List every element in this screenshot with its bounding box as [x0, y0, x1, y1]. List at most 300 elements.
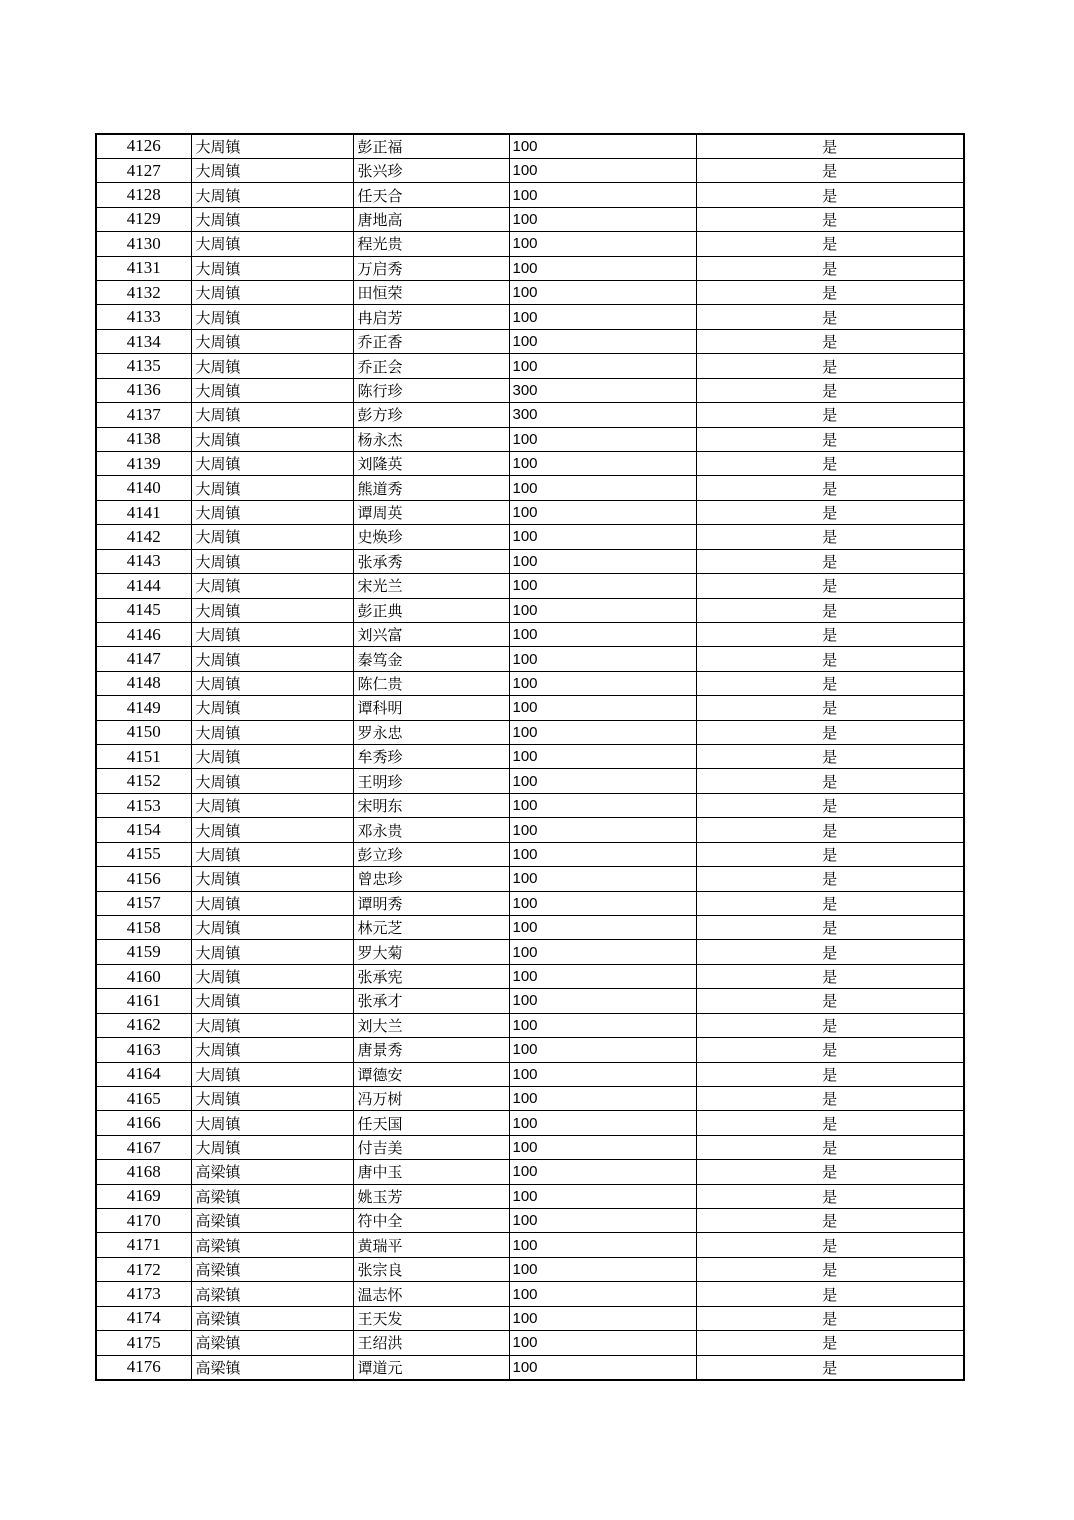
cell-town: 高梁镇 — [191, 1257, 353, 1281]
cell-person-name: 罗大菊 — [353, 940, 509, 964]
table-row — [96, 134, 964, 158]
table-row — [96, 281, 964, 305]
table-row — [96, 696, 964, 720]
table-row — [96, 1013, 964, 1037]
cell-person-name: 万启秀 — [353, 256, 509, 280]
cell-confirmed: 是 — [696, 1355, 964, 1379]
table-row — [96, 1135, 964, 1159]
table-row — [96, 451, 964, 475]
cell-serial-number: 4132 — [96, 281, 191, 305]
cell-confirmed: 是 — [696, 500, 964, 524]
cell-amount: 100 — [509, 1257, 696, 1281]
table-row — [96, 1160, 964, 1184]
table-row — [96, 256, 964, 280]
cell-serial-number: 4168 — [96, 1160, 191, 1184]
cell-amount: 100 — [509, 1160, 696, 1184]
cell-confirmed: 是 — [696, 1062, 964, 1086]
cell-town: 高梁镇 — [191, 1282, 353, 1306]
cell-person-name: 任天合 — [353, 183, 509, 207]
cell-serial-number: 4171 — [96, 1233, 191, 1257]
table-row — [96, 158, 964, 182]
cell-serial-number: 4150 — [96, 720, 191, 744]
cell-town: 大周镇 — [191, 207, 353, 231]
cell-town: 大周镇 — [191, 867, 353, 891]
cell-serial-number: 4162 — [96, 1013, 191, 1037]
cell-confirmed: 是 — [696, 1209, 964, 1233]
table-row — [96, 940, 964, 964]
cell-person-name: 唐地高 — [353, 207, 509, 231]
cell-confirmed: 是 — [696, 745, 964, 769]
cell-confirmed: 是 — [696, 158, 964, 182]
cell-town: 大周镇 — [191, 256, 353, 280]
cell-person-name: 刘兴富 — [353, 622, 509, 646]
cell-town: 大周镇 — [191, 232, 353, 256]
cell-amount: 100 — [509, 916, 696, 940]
table-row — [96, 745, 964, 769]
cell-town: 大周镇 — [191, 745, 353, 769]
cell-serial-number: 4147 — [96, 647, 191, 671]
cell-serial-number: 4129 — [96, 207, 191, 231]
table-row — [96, 1038, 964, 1062]
cell-person-name: 谭科明 — [353, 696, 509, 720]
cell-town: 大周镇 — [191, 891, 353, 915]
cell-town: 大周镇 — [191, 696, 353, 720]
cell-person-name: 宋光兰 — [353, 574, 509, 598]
cell-confirmed: 是 — [696, 940, 964, 964]
cell-serial-number: 4154 — [96, 818, 191, 842]
cell-serial-number: 4143 — [96, 549, 191, 573]
table-row — [96, 1111, 964, 1135]
cell-amount: 100 — [509, 647, 696, 671]
cell-town: 大周镇 — [191, 989, 353, 1013]
cell-amount: 100 — [509, 1209, 696, 1233]
cell-serial-number: 4133 — [96, 305, 191, 329]
cell-person-name: 熊道秀 — [353, 476, 509, 500]
cell-serial-number: 4170 — [96, 1209, 191, 1233]
cell-serial-number: 4149 — [96, 696, 191, 720]
table-row — [96, 403, 964, 427]
cell-town: 大周镇 — [191, 500, 353, 524]
cell-serial-number: 4141 — [96, 500, 191, 524]
cell-serial-number: 4142 — [96, 525, 191, 549]
cell-serial-number: 4127 — [96, 158, 191, 182]
cell-confirmed: 是 — [696, 671, 964, 695]
cell-confirmed: 是 — [696, 622, 964, 646]
cell-confirmed: 是 — [696, 427, 964, 451]
cell-person-name: 姚玉芳 — [353, 1184, 509, 1208]
cell-confirmed: 是 — [696, 1038, 964, 1062]
cell-amount: 100 — [509, 818, 696, 842]
cell-serial-number: 4164 — [96, 1062, 191, 1086]
cell-serial-number: 4131 — [96, 256, 191, 280]
cell-confirmed: 是 — [696, 1160, 964, 1184]
table-row — [96, 1209, 964, 1233]
cell-town: 大周镇 — [191, 720, 353, 744]
cell-amount: 300 — [509, 403, 696, 427]
cell-confirmed: 是 — [696, 696, 964, 720]
cell-person-name: 任天国 — [353, 1111, 509, 1135]
cell-amount: 100 — [509, 989, 696, 1013]
table-row — [96, 989, 964, 1013]
cell-amount: 100 — [509, 500, 696, 524]
table-row — [96, 232, 964, 256]
cell-person-name: 张兴珍 — [353, 158, 509, 182]
cell-amount: 100 — [509, 305, 696, 329]
cell-serial-number: 4130 — [96, 232, 191, 256]
cell-person-name: 张承宪 — [353, 964, 509, 988]
cell-person-name: 王天发 — [353, 1306, 509, 1330]
cell-confirmed: 是 — [696, 818, 964, 842]
table-row — [96, 842, 964, 866]
cell-town: 高梁镇 — [191, 1306, 353, 1330]
cell-confirmed: 是 — [696, 1331, 964, 1355]
cell-confirmed: 是 — [696, 1111, 964, 1135]
cell-confirmed: 是 — [696, 451, 964, 475]
cell-confirmed: 是 — [696, 256, 964, 280]
cell-confirmed: 是 — [696, 842, 964, 866]
cell-confirmed: 是 — [696, 476, 964, 500]
cell-amount: 100 — [509, 427, 696, 451]
cell-amount: 100 — [509, 696, 696, 720]
cell-person-name: 冯万树 — [353, 1086, 509, 1110]
cell-person-name: 刘隆英 — [353, 451, 509, 475]
cell-confirmed: 是 — [696, 525, 964, 549]
table-row — [96, 867, 964, 891]
cell-serial-number: 4144 — [96, 574, 191, 598]
cell-amount: 100 — [509, 232, 696, 256]
cell-serial-number: 4161 — [96, 989, 191, 1013]
cell-amount: 100 — [509, 1013, 696, 1037]
cell-amount: 100 — [509, 451, 696, 475]
cell-person-name: 王明珍 — [353, 769, 509, 793]
cell-serial-number: 4175 — [96, 1331, 191, 1355]
cell-serial-number: 4173 — [96, 1282, 191, 1306]
cell-person-name: 曾忠珍 — [353, 867, 509, 891]
cell-town: 大周镇 — [191, 622, 353, 646]
cell-person-name: 冉启芳 — [353, 305, 509, 329]
cell-person-name: 史焕珍 — [353, 525, 509, 549]
cell-amount: 100 — [509, 720, 696, 744]
cell-confirmed: 是 — [696, 183, 964, 207]
table-row — [96, 964, 964, 988]
cell-person-name: 张宗良 — [353, 1257, 509, 1281]
table-row — [96, 305, 964, 329]
table-row — [96, 1282, 964, 1306]
cell-serial-number: 4163 — [96, 1038, 191, 1062]
cell-confirmed: 是 — [696, 1282, 964, 1306]
cell-person-name: 谭道元 — [353, 1355, 509, 1379]
cell-confirmed: 是 — [696, 232, 964, 256]
cell-person-name: 唐中玉 — [353, 1160, 509, 1184]
cell-serial-number: 4159 — [96, 940, 191, 964]
cell-confirmed: 是 — [696, 1257, 964, 1281]
cell-town: 大周镇 — [191, 427, 353, 451]
table-row — [96, 427, 964, 451]
cell-confirmed: 是 — [696, 403, 964, 427]
cell-serial-number: 4157 — [96, 891, 191, 915]
cell-amount: 100 — [509, 476, 696, 500]
cell-confirmed: 是 — [696, 207, 964, 231]
cell-town: 大周镇 — [191, 940, 353, 964]
cell-amount: 100 — [509, 1086, 696, 1110]
cell-confirmed: 是 — [696, 891, 964, 915]
cell-person-name: 王绍洪 — [353, 1331, 509, 1355]
cell-town: 高梁镇 — [191, 1233, 353, 1257]
cell-serial-number: 4145 — [96, 598, 191, 622]
table-row — [96, 1184, 964, 1208]
cell-amount: 100 — [509, 281, 696, 305]
cell-town: 大周镇 — [191, 916, 353, 940]
cell-town: 大周镇 — [191, 158, 353, 182]
table-row — [96, 769, 964, 793]
cell-confirmed: 是 — [696, 1086, 964, 1110]
cell-town: 大周镇 — [191, 1135, 353, 1159]
cell-confirmed: 是 — [696, 964, 964, 988]
cell-serial-number: 4169 — [96, 1184, 191, 1208]
cell-amount: 100 — [509, 1038, 696, 1062]
table-body — [96, 134, 964, 1380]
table-row — [96, 622, 964, 646]
cell-person-name: 彭方珍 — [353, 403, 509, 427]
cell-person-name: 刘大兰 — [353, 1013, 509, 1037]
table-row — [96, 1355, 964, 1379]
table-row — [96, 574, 964, 598]
cell-confirmed: 是 — [696, 916, 964, 940]
table-row — [96, 647, 964, 671]
cell-confirmed: 是 — [696, 769, 964, 793]
cell-serial-number: 4138 — [96, 427, 191, 451]
cell-town: 大周镇 — [191, 598, 353, 622]
cell-town: 大周镇 — [191, 842, 353, 866]
cell-serial-number: 4148 — [96, 671, 191, 695]
cell-serial-number: 4126 — [96, 134, 191, 158]
cell-confirmed: 是 — [696, 867, 964, 891]
cell-town: 大周镇 — [191, 1062, 353, 1086]
table-row — [96, 183, 964, 207]
cell-serial-number: 4158 — [96, 916, 191, 940]
cell-serial-number: 4134 — [96, 329, 191, 353]
cell-person-name: 程光贵 — [353, 232, 509, 256]
cell-town: 大周镇 — [191, 378, 353, 402]
cell-serial-number: 4146 — [96, 622, 191, 646]
cell-town: 大周镇 — [191, 305, 353, 329]
table-row — [96, 1062, 964, 1086]
cell-confirmed: 是 — [696, 1306, 964, 1330]
cell-town: 大周镇 — [191, 769, 353, 793]
cell-person-name: 罗永忠 — [353, 720, 509, 744]
cell-person-name: 张承秀 — [353, 549, 509, 573]
cell-town: 大周镇 — [191, 281, 353, 305]
table-row — [96, 720, 964, 744]
cell-town: 大周镇 — [191, 329, 353, 353]
cell-person-name: 陈仁贵 — [353, 671, 509, 695]
table-row — [96, 378, 964, 402]
cell-confirmed: 是 — [696, 281, 964, 305]
table-row — [96, 329, 964, 353]
cell-confirmed: 是 — [696, 1135, 964, 1159]
table-row — [96, 354, 964, 378]
cell-person-name: 陈行珍 — [353, 378, 509, 402]
cell-serial-number: 4151 — [96, 745, 191, 769]
table-row — [96, 207, 964, 231]
cell-amount: 100 — [509, 525, 696, 549]
record-table — [95, 133, 965, 1381]
cell-town: 大周镇 — [191, 354, 353, 378]
cell-town: 大周镇 — [191, 671, 353, 695]
cell-person-name: 符中全 — [353, 1209, 509, 1233]
cell-serial-number: 4155 — [96, 842, 191, 866]
cell-amount: 100 — [509, 769, 696, 793]
cell-person-name: 乔正会 — [353, 354, 509, 378]
cell-confirmed: 是 — [696, 647, 964, 671]
cell-person-name: 谭德安 — [353, 1062, 509, 1086]
cell-town: 大周镇 — [191, 964, 353, 988]
table-row — [96, 525, 964, 549]
cell-confirmed: 是 — [696, 989, 964, 1013]
cell-amount: 100 — [509, 1135, 696, 1159]
cell-serial-number: 4136 — [96, 378, 191, 402]
cell-amount: 100 — [509, 1355, 696, 1379]
cell-amount: 100 — [509, 867, 696, 891]
cell-town: 大周镇 — [191, 574, 353, 598]
cell-confirmed: 是 — [696, 549, 964, 573]
table-row — [96, 500, 964, 524]
cell-amount: 100 — [509, 745, 696, 769]
cell-confirmed: 是 — [696, 598, 964, 622]
table-row — [96, 598, 964, 622]
cell-town: 大周镇 — [191, 1111, 353, 1135]
cell-confirmed: 是 — [696, 305, 964, 329]
cell-amount: 100 — [509, 158, 696, 182]
table-row — [96, 1257, 964, 1281]
cell-amount: 100 — [509, 134, 696, 158]
cell-person-name: 牟秀珍 — [353, 745, 509, 769]
cell-amount: 100 — [509, 940, 696, 964]
cell-amount: 100 — [509, 1062, 696, 1086]
cell-town: 大周镇 — [191, 451, 353, 475]
cell-amount: 100 — [509, 793, 696, 817]
cell-town: 高梁镇 — [191, 1355, 353, 1379]
cell-amount: 100 — [509, 549, 696, 573]
cell-confirmed: 是 — [696, 329, 964, 353]
cell-town: 大周镇 — [191, 1038, 353, 1062]
cell-person-name: 付吉美 — [353, 1135, 509, 1159]
cell-person-name: 秦笃金 — [353, 647, 509, 671]
cell-person-name: 黄瑞平 — [353, 1233, 509, 1257]
cell-person-name: 林元芝 — [353, 916, 509, 940]
cell-person-name: 彭正福 — [353, 134, 509, 158]
table-row — [96, 476, 964, 500]
cell-amount: 100 — [509, 842, 696, 866]
cell-amount: 100 — [509, 329, 696, 353]
cell-amount: 100 — [509, 964, 696, 988]
cell-amount: 300 — [509, 378, 696, 402]
cell-town: 大周镇 — [191, 549, 353, 573]
cell-amount: 100 — [509, 622, 696, 646]
cell-person-name: 乔正香 — [353, 329, 509, 353]
cell-confirmed: 是 — [696, 1184, 964, 1208]
cell-person-name: 谭明秀 — [353, 891, 509, 915]
cell-confirmed: 是 — [696, 793, 964, 817]
cell-serial-number: 4174 — [96, 1306, 191, 1330]
cell-serial-number: 4140 — [96, 476, 191, 500]
cell-confirmed: 是 — [696, 354, 964, 378]
table-row — [96, 1086, 964, 1110]
cell-town: 高梁镇 — [191, 1184, 353, 1208]
cell-town: 高梁镇 — [191, 1209, 353, 1233]
cell-person-name: 唐景秀 — [353, 1038, 509, 1062]
cell-amount: 100 — [509, 1331, 696, 1355]
table-row — [96, 818, 964, 842]
cell-amount: 100 — [509, 354, 696, 378]
cell-serial-number: 4167 — [96, 1135, 191, 1159]
cell-town: 大周镇 — [191, 183, 353, 207]
cell-serial-number: 4139 — [96, 451, 191, 475]
cell-amount: 100 — [509, 1282, 696, 1306]
cell-town: 大周镇 — [191, 525, 353, 549]
cell-amount: 100 — [509, 1111, 696, 1135]
cell-town: 大周镇 — [191, 1086, 353, 1110]
cell-person-name: 彭立珍 — [353, 842, 509, 866]
cell-serial-number: 4152 — [96, 769, 191, 793]
cell-amount: 100 — [509, 183, 696, 207]
cell-serial-number: 4153 — [96, 793, 191, 817]
cell-amount: 100 — [509, 671, 696, 695]
cell-amount: 100 — [509, 207, 696, 231]
cell-person-name: 彭正典 — [353, 598, 509, 622]
cell-confirmed: 是 — [696, 134, 964, 158]
cell-town: 高梁镇 — [191, 1160, 353, 1184]
table-row — [96, 671, 964, 695]
cell-amount: 100 — [509, 1306, 696, 1330]
cell-serial-number: 4165 — [96, 1086, 191, 1110]
cell-confirmed: 是 — [696, 574, 964, 598]
cell-town: 大周镇 — [191, 134, 353, 158]
cell-town: 大周镇 — [191, 1013, 353, 1037]
cell-amount: 100 — [509, 1233, 696, 1257]
cell-town: 高梁镇 — [191, 1331, 353, 1355]
cell-town: 大周镇 — [191, 818, 353, 842]
cell-amount: 100 — [509, 891, 696, 915]
cell-person-name: 田恒荣 — [353, 281, 509, 305]
table-row — [96, 1331, 964, 1355]
table-row — [96, 793, 964, 817]
table-row — [96, 891, 964, 915]
cell-person-name: 张承才 — [353, 989, 509, 1013]
cell-serial-number: 4137 — [96, 403, 191, 427]
cell-serial-number: 4135 — [96, 354, 191, 378]
cell-serial-number: 4128 — [96, 183, 191, 207]
cell-confirmed: 是 — [696, 1233, 964, 1257]
cell-person-name: 温志怀 — [353, 1282, 509, 1306]
cell-town: 大周镇 — [191, 793, 353, 817]
cell-amount: 100 — [509, 574, 696, 598]
cell-amount: 100 — [509, 1184, 696, 1208]
cell-serial-number: 4172 — [96, 1257, 191, 1281]
cell-serial-number: 4176 — [96, 1355, 191, 1379]
cell-town: 大周镇 — [191, 476, 353, 500]
table-row — [96, 916, 964, 940]
cell-confirmed: 是 — [696, 720, 964, 744]
cell-confirmed: 是 — [696, 1013, 964, 1037]
cell-serial-number: 4166 — [96, 1111, 191, 1135]
cell-person-name: 宋明东 — [353, 793, 509, 817]
cell-serial-number: 4160 — [96, 964, 191, 988]
cell-town: 大周镇 — [191, 647, 353, 671]
cell-town: 大周镇 — [191, 403, 353, 427]
cell-confirmed: 是 — [696, 378, 964, 402]
cell-amount: 100 — [509, 598, 696, 622]
